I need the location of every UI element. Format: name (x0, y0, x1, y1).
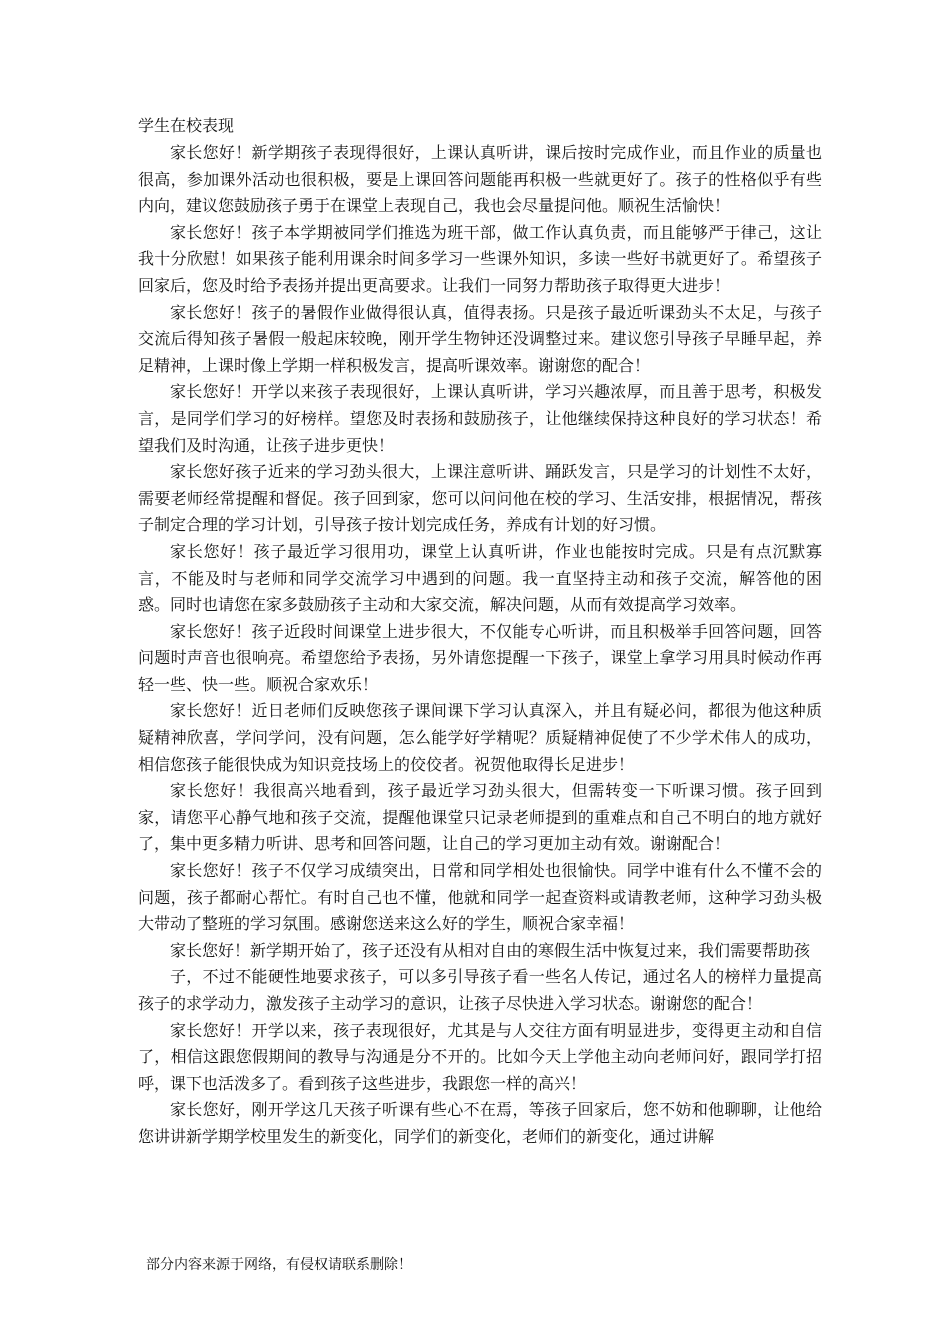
paragraph: 家长您好！我很高兴地看到，孩子最近学习劲头很大，但需转变一下听课习惯。孩子回到家，请您平心静气地和孩子交流，提醒他课堂只记录老师提到的重难点和自己不明白的地方就好了，集中更多精力听讲、思考和回答问题，让自己的学习更加主动有效。谢谢配合！ (138, 781, 822, 854)
paragraph: 家长您好，刚开学这几天孩子听课有些心不在焉，等孩子回家后，您不妨和他聊聊，让他给您讲讲新学期学校里发生的新变化，同学们的新变化，老师们的新变化，通过讲解 (138, 1100, 822, 1146)
footer-disclaimer: 部分内容来源于网络，有侵权请联系删除！ (146, 1257, 412, 1273)
paragraph: 家长您好！孩子近段时间课堂上进步很大，不仅能专心听讲，而且积极举手回答问题，回答问题时声音也很响亮。希望您给予表扬，另外请您提醒一下孩子，课堂上拿学习用具时候动作再轻一些、快一些。顺祝合家欢乐！ (138, 621, 822, 694)
paragraph: 家长您好！孩子本学期被同学们推选为班干部，做工作认真负责，而且能够严于律己，这让我十分欣慰！如果孩子能利用课余时间多学习一些课外知识，多读一些好书就更好了。希望孩子回家后，您及时给予表扬并提出更高要求。让我们一同努力帮助孩子取得更大进步！ (138, 222, 822, 295)
paragraph: 家长您好！孩子的暑假作业做得很认真，值得表扬。只是孩子最近听课劲头不太足，与孩子交流后得知孩子暑假一般起床较晚，刚开学生物钟还没调整过来。建议您引导孩子早睡早起，养足精神，上课时像上学期一样积极发言，提高听课效率。谢谢您的配合！ (138, 302, 822, 375)
paragraph: 家长您好！近日老师们反映您孩子课间课下学习认真深入，并且有疑必问，都很为他这种质疑精神欣喜，学问学问，没有问题，怎么能学好学精呢？质疑精神促使了不少学术伟人的成功，相信您孩子能很快成为知识竞技场上的佼佼者。祝贺他取得长足进步！ (138, 701, 822, 774)
paragraph: 家长您好！新学期孩子表现得很好，上课认真听讲，课后按时完成作业，而且作业的质量也很高，参加课外活动也很积极，要是上课回答问题能再积极一些就更好了。孩子的性格似乎有些内向，建议您鼓励孩子勇于在课堂上表现自己，我也会尽量提问他。顺祝生活愉快！ (138, 143, 822, 216)
document-page (138, 112, 822, 1151)
paragraph: 家长您好！孩子最近学习很用功，课堂上认真听讲，作业也能按时完成。只是有点沉默寡言，不能及时与老师和同学交流学习中遇到的问题。我一直坚持主动和孩子交流，解答他的困惑。同时也请您在家多鼓励孩子主动和大家交流，解决问题，从而有效提高学习效率。 (138, 541, 822, 615)
document-title: 学生在校表现 (138, 116, 235, 135)
paragraph: 家长您好！开学以来孩子表现很好，上课认真听讲，学习兴趣浓厚，而且善于思考，积极发言，是同学们学习的好榜样。望您及时表扬和鼓励孩子，让他继续保持这种良好的学习状态！希望我们及时沟通，让孩子进步更快！ (138, 382, 822, 455)
paragraph: 家长您好孩子近来的学习劲头很大，上课注意听讲、踊跃发言，只是学习的计划性不太好，需要老师经常提醒和督促。孩子回到家，您可以问问他在校的学习、生活安排，根据情况，帮孩子制定合理的学习计划，引导孩子按计划完成任务，养成有计划的好习惯。 (138, 462, 822, 535)
paragraph: 子，不过不能硬性地要求孩子，可以多引导孩子看一些名人传记，通过名人的榜样力量提高孩子的求学动力，激发孩子主动学习的意识，让孩子尽快进入学习状态。谢谢您的配合！ (138, 967, 822, 1013)
paragraph: 家长您好！开学以来，孩子表现很好，尤其是与人交往方面有明显进步，变得更主动和自信了，相信这跟您假期间的教导与沟通是分不开的。比如今天上学他主动向老师问好，跟同学打招呼，课下也活泼多了。看到孩子这些进步，我跟您一样的高兴！ (138, 1020, 822, 1093)
paragraph: 家长您好！新学期开始了，孩子还没有从相对自由的寒假生活中恢复过来，我们需要帮助孩 (170, 940, 811, 960)
paragraph: 家长您好！孩子不仅学习成绩突出，日常和同学相处也很愉快。同学中谁有什么不懂不会的问题，孩子都耐心帮忙。有时自己也不懂，他就和同学一起查资料或请教老师，这种学习劲头极大带动了整班的学习氛围。感谢您送来这么好的学生，顺祝合家幸福！ (138, 861, 822, 934)
